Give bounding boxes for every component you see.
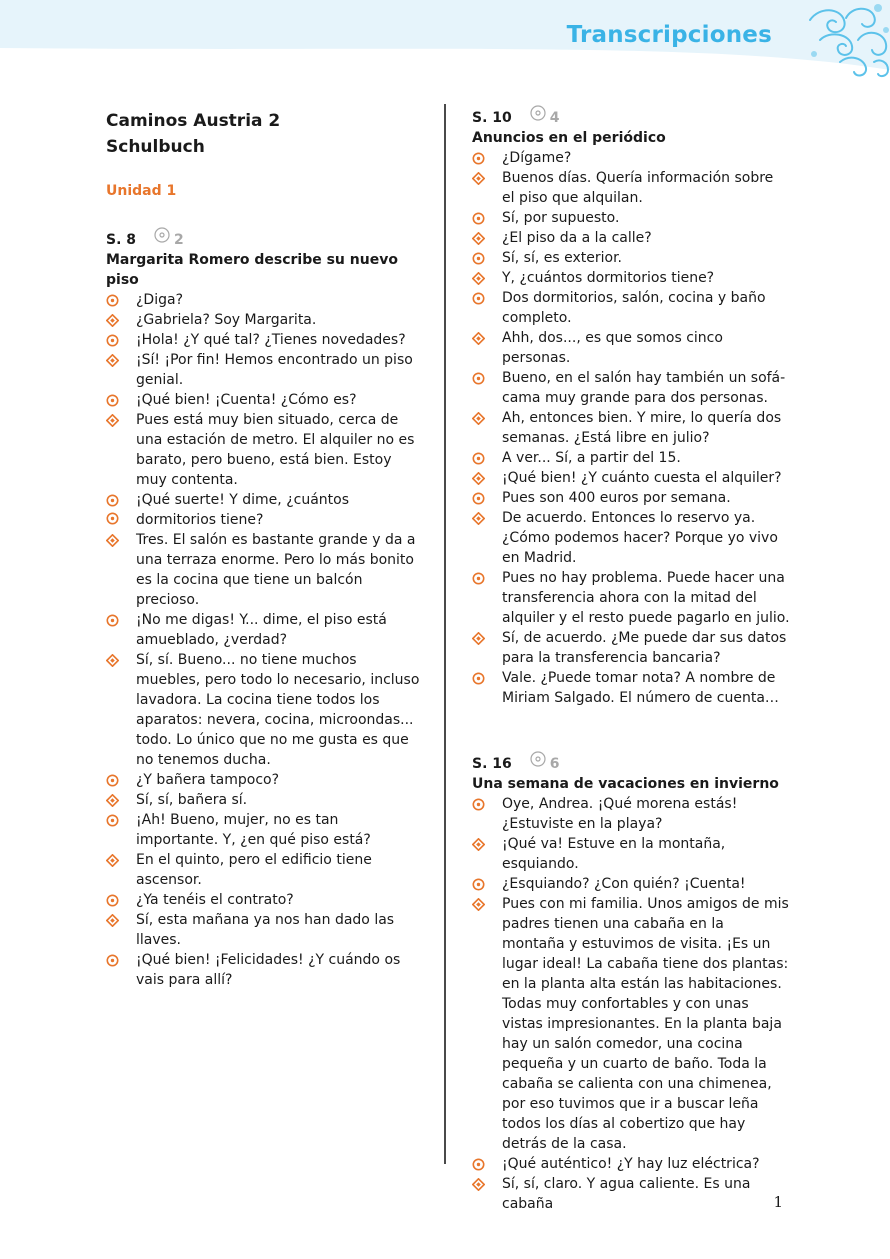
speaker-a-circle-icon bbox=[106, 512, 119, 525]
speaker-a-circle-icon bbox=[472, 672, 485, 685]
dialogue-line bbox=[106, 610, 424, 650]
speaker-a-circle-icon bbox=[472, 252, 485, 265]
track-number: 4 bbox=[549, 110, 560, 126]
speaker-b-diamond-icon bbox=[106, 654, 119, 667]
dialogue-text: ¡Qué va! Estuve en la montaña, esquiando. bbox=[502, 836, 726, 872]
dialogue-line bbox=[472, 874, 790, 894]
dialogue-line bbox=[106, 810, 424, 850]
right-column bbox=[472, 108, 790, 1214]
dialogue-line bbox=[472, 408, 790, 448]
speaker-a-circle-icon bbox=[472, 492, 485, 505]
speaker-b-diamond-icon bbox=[472, 512, 485, 525]
unit-label: Unidad 1 bbox=[106, 183, 177, 199]
book-title-line-1: Caminos Austria 2 bbox=[106, 111, 281, 131]
dialogue-text: ¿Ya tenéis el contrato? bbox=[136, 892, 294, 908]
dialogue-line bbox=[106, 490, 424, 530]
speaker-b-diamond-icon bbox=[106, 794, 119, 807]
section-title: Margarita Romero describe su nuevo piso bbox=[106, 252, 398, 288]
speaker-b-diamond-icon bbox=[106, 534, 119, 547]
dialogue-line bbox=[106, 950, 424, 990]
dialogue-text: Pues con mi familia. Unos amigos de mis padres tienen una cabaña en la montaña y estuvimos de visita. ¡Es un lugar ideal! La cabaña tiene dos plantas: en la planta alta están las habitaciones. Todas muy confortables y con unas vistas impresionantes. En la planta baja hay un salón comedor, una cocina pequeña y un cuarto de baño. Toda la cabaña se calienta con una chimenea, por eso tuvimos que ir a buscar leña todos los días al cobertizo que hay detrás de la casa. bbox=[502, 896, 789, 1152]
speaker-b-diamond-icon bbox=[472, 272, 485, 285]
speaker-a-circle-icon bbox=[106, 894, 119, 907]
speaker-a-circle-icon bbox=[106, 394, 119, 407]
speaker-b-diamond-icon bbox=[472, 632, 485, 645]
dialogue-text: Sí, sí, es exterior. bbox=[502, 250, 623, 266]
section-header bbox=[472, 754, 790, 774]
swirl-ornament-icon bbox=[800, 0, 890, 80]
speaker-a-circle-icon bbox=[472, 572, 485, 585]
dialogue-text: ¿Dígame? bbox=[502, 150, 572, 166]
dialogue-line bbox=[472, 628, 790, 668]
dialogue-line bbox=[472, 794, 790, 834]
dialogue-line bbox=[472, 208, 790, 228]
speaker-b-diamond-icon bbox=[106, 354, 119, 367]
section-page-ref: S. 10 bbox=[472, 110, 512, 126]
section-page-ref: S. 16 bbox=[472, 756, 512, 772]
dialogue-line bbox=[472, 368, 790, 408]
audio-cd-icon[interactable] bbox=[530, 105, 546, 121]
dialogue-text: Bueno, en el salón hay también un sofá-cama muy grande para dos personas. bbox=[502, 370, 786, 406]
dialogue-text: ¡Hola! ¿Y qué tal? ¿Tienes novedades? bbox=[136, 332, 406, 348]
dialogue-line bbox=[106, 290, 424, 310]
dialogue-line bbox=[472, 328, 790, 368]
dialogue-line bbox=[472, 248, 790, 268]
dialogue-text: ¿Y bañera tampoco? bbox=[136, 772, 280, 788]
speaker-a-circle-icon bbox=[472, 452, 485, 465]
book-title-line-2: Schulbuch bbox=[106, 137, 205, 157]
dialogue-text: En el quinto, pero el edificio tiene ascensor. bbox=[136, 852, 372, 888]
speaker-b-diamond-icon bbox=[472, 332, 485, 345]
dialogue-text: ¡No me digas! Y... dime, el piso está amueblado, ¿verdad? bbox=[136, 612, 387, 648]
dialogue-text: Dos dormitorios, salón, cocina y baño completo. bbox=[502, 290, 766, 326]
dialogue-text: Sí, sí. Bueno... no tiene muchos muebles, pero todo lo necesario, incluso lavadora. La cocina tiene todos los aparatos: nevera, cocina, microondas... todo. Lo único que no me gusta es que no tenemos ducha. bbox=[136, 652, 420, 768]
speaker-a-circle-icon bbox=[106, 814, 119, 827]
audio-cd-icon[interactable] bbox=[154, 227, 170, 243]
section-header bbox=[472, 108, 790, 128]
speaker-b-diamond-icon bbox=[106, 414, 119, 427]
section-title: Una semana de vacaciones en invierno bbox=[472, 776, 779, 792]
speaker-a-circle-icon bbox=[472, 1158, 485, 1171]
left-column bbox=[106, 108, 424, 990]
dialogue-line bbox=[472, 228, 790, 248]
dialogue-line bbox=[472, 508, 790, 568]
dialogue-text: ¿Gabriela? Soy Margarita. bbox=[136, 312, 317, 328]
page-number: 1 bbox=[773, 1193, 783, 1211]
dialogue-text: Ahh, dos..., es que somos cinco personas. bbox=[502, 330, 723, 366]
speaker-b-diamond-icon bbox=[472, 172, 485, 185]
speaker-a-circle-icon bbox=[472, 292, 485, 305]
dialogue-line bbox=[106, 350, 424, 390]
dialogue-line bbox=[472, 268, 790, 288]
speaker-a-circle-icon bbox=[106, 334, 119, 347]
dialogue-text: Pues no hay problema. Puede hacer una transferencia ahora con la mitad del alquiler y el resto puede pagarlo en julio. bbox=[502, 570, 790, 626]
dialogue-line bbox=[106, 790, 424, 810]
dialogue-text: Buenos días. Quería información sobre el piso que alquilan. bbox=[502, 170, 774, 206]
dialogue-line bbox=[106, 530, 424, 610]
dialogue-text: Sí, sí, claro. Y agua caliente. Es una cabaña bbox=[502, 1176, 751, 1212]
dialogue-line bbox=[472, 894, 790, 1154]
dialogue-text: A ver... Sí, a partir del 15. bbox=[502, 450, 681, 466]
dialogue-list bbox=[472, 148, 790, 708]
dialogue-line bbox=[106, 890, 424, 910]
dialogue-list bbox=[472, 794, 790, 1214]
dialogue-text: ¡Ah! Bueno, mujer, no es tan importante. Y, ¿en qué piso está? bbox=[136, 812, 371, 848]
dialogue-line bbox=[106, 410, 424, 490]
speaker-b-diamond-icon bbox=[106, 314, 119, 327]
dialogue-text: ¡Qué suerte! Y dime, ¿cuántos dormitorios tiene? bbox=[136, 492, 350, 528]
speaker-b-diamond-icon bbox=[472, 1178, 485, 1191]
speaker-a-circle-icon bbox=[106, 774, 119, 787]
track-number: 2 bbox=[174, 232, 184, 248]
speaker-b-diamond-icon bbox=[472, 898, 485, 911]
dialogue-line bbox=[472, 468, 790, 488]
speaker-b-diamond-icon bbox=[472, 472, 485, 485]
dialogue-line bbox=[472, 1174, 790, 1214]
dialogue-text: ¡Qué bien! ¡Cuenta! ¿Cómo es? bbox=[136, 392, 357, 408]
dialogue-text: Sí, de acuerdo. ¿Me puede dar sus datos para la transferencia bancaria? bbox=[502, 630, 787, 666]
dialogue-text: Pues está muy bien situado, cerca de una estación de metro. El alquiler no es barato, pero bueno, está bien. Estoy muy contenta. bbox=[136, 412, 415, 488]
dialogue-text: ¡Sí! ¡Por fin! Hemos encontrado un piso genial. bbox=[136, 352, 413, 388]
speaker-a-circle-icon bbox=[106, 294, 119, 307]
dialogue-line bbox=[106, 910, 424, 950]
dialogue-text: ¿Diga? bbox=[136, 292, 183, 308]
dialogue-text: Pues son 400 euros por semana. bbox=[502, 490, 731, 506]
speaker-a-circle-icon bbox=[472, 152, 485, 165]
speaker-a-circle-icon bbox=[472, 372, 485, 385]
dialogue-line bbox=[472, 168, 790, 208]
dialogue-text: Y, ¿cuántos dormitorios tiene? bbox=[502, 270, 715, 286]
dialogue-line bbox=[472, 148, 790, 168]
speaker-a-circle-icon bbox=[106, 954, 119, 967]
dialogue-line bbox=[106, 650, 424, 770]
dialogue-text: Vale. ¿Puede tomar nota? A nombre de Miriam Salgado. El número de cuenta… bbox=[502, 670, 779, 706]
dialogue-text: ¿Esquiando? ¿Con quién? ¡Cuenta! bbox=[502, 876, 746, 892]
dialogue-text: ¡Qué auténtico! ¿Y hay luz eléctrica? bbox=[502, 1156, 760, 1172]
dialogue-text: Ah, entonces bien. Y mire, lo quería dos semanas. ¿Está libre en julio? bbox=[502, 410, 782, 446]
header-title: Transcripciones bbox=[566, 22, 772, 48]
dialogue-line bbox=[106, 850, 424, 890]
dialogue-line bbox=[472, 488, 790, 508]
dialogue-line bbox=[472, 1154, 790, 1174]
dialogue-text: Sí, esta mañana ya nos han dado las llaves. bbox=[136, 912, 395, 948]
dialogue-text: Tres. El salón es bastante grande y da a una terraza enorme. Pero lo más bonito es la cocina que tiene un balcón precioso. bbox=[136, 532, 416, 608]
speaker-a-circle-icon bbox=[106, 494, 119, 507]
dialogue-line bbox=[106, 770, 424, 790]
dialogue-text: Oye, Andrea. ¡Qué morena estás! ¿Estuviste en la playa? bbox=[502, 796, 738, 832]
speaker-b-diamond-icon bbox=[106, 914, 119, 927]
speaker-a-circle-icon bbox=[106, 614, 119, 627]
dialogue-text: ¡Qué bien! ¡Felicidades! ¿Y cuándo os vais para allí? bbox=[136, 952, 401, 988]
speaker-b-diamond-icon bbox=[472, 232, 485, 245]
dialogue-line bbox=[472, 834, 790, 874]
dialogue-list bbox=[106, 290, 424, 990]
audio-cd-icon[interactable] bbox=[530, 751, 546, 767]
section-page-ref: S. 8 bbox=[106, 232, 137, 248]
dialogue-line bbox=[472, 668, 790, 708]
dialogue-line bbox=[472, 568, 790, 628]
dialogue-text: Sí, por supuesto. bbox=[502, 210, 620, 226]
dialogue-text: ¡Qué bien! ¿Y cuánto cuesta el alquiler? bbox=[502, 470, 782, 486]
speaker-b-diamond-icon bbox=[472, 412, 485, 425]
dialogue-line bbox=[106, 310, 424, 330]
dialogue-line bbox=[472, 448, 790, 468]
speaker-a-circle-icon bbox=[472, 798, 485, 811]
dialogue-text: De acuerdo. Entonces lo reservo ya. ¿Cómo podemos hacer? Porque yo vivo en Madrid. bbox=[502, 510, 778, 566]
speaker-a-circle-icon bbox=[472, 212, 485, 225]
dialogue-text: Sí, sí, bañera sí. bbox=[136, 792, 248, 808]
dialogue-line bbox=[106, 330, 424, 350]
speaker-a-circle-icon bbox=[472, 878, 485, 891]
dialogue-text: ¿El piso da a la calle? bbox=[502, 230, 652, 246]
section-header bbox=[106, 230, 424, 250]
speaker-b-diamond-icon bbox=[472, 838, 485, 851]
track-number: 6 bbox=[549, 756, 560, 772]
column-divider bbox=[444, 104, 446, 1164]
section-title: Anuncios en el periódico bbox=[472, 130, 666, 146]
dialogue-line bbox=[106, 390, 424, 410]
dialogue-line bbox=[472, 288, 790, 328]
speaker-b-diamond-icon bbox=[106, 854, 119, 867]
